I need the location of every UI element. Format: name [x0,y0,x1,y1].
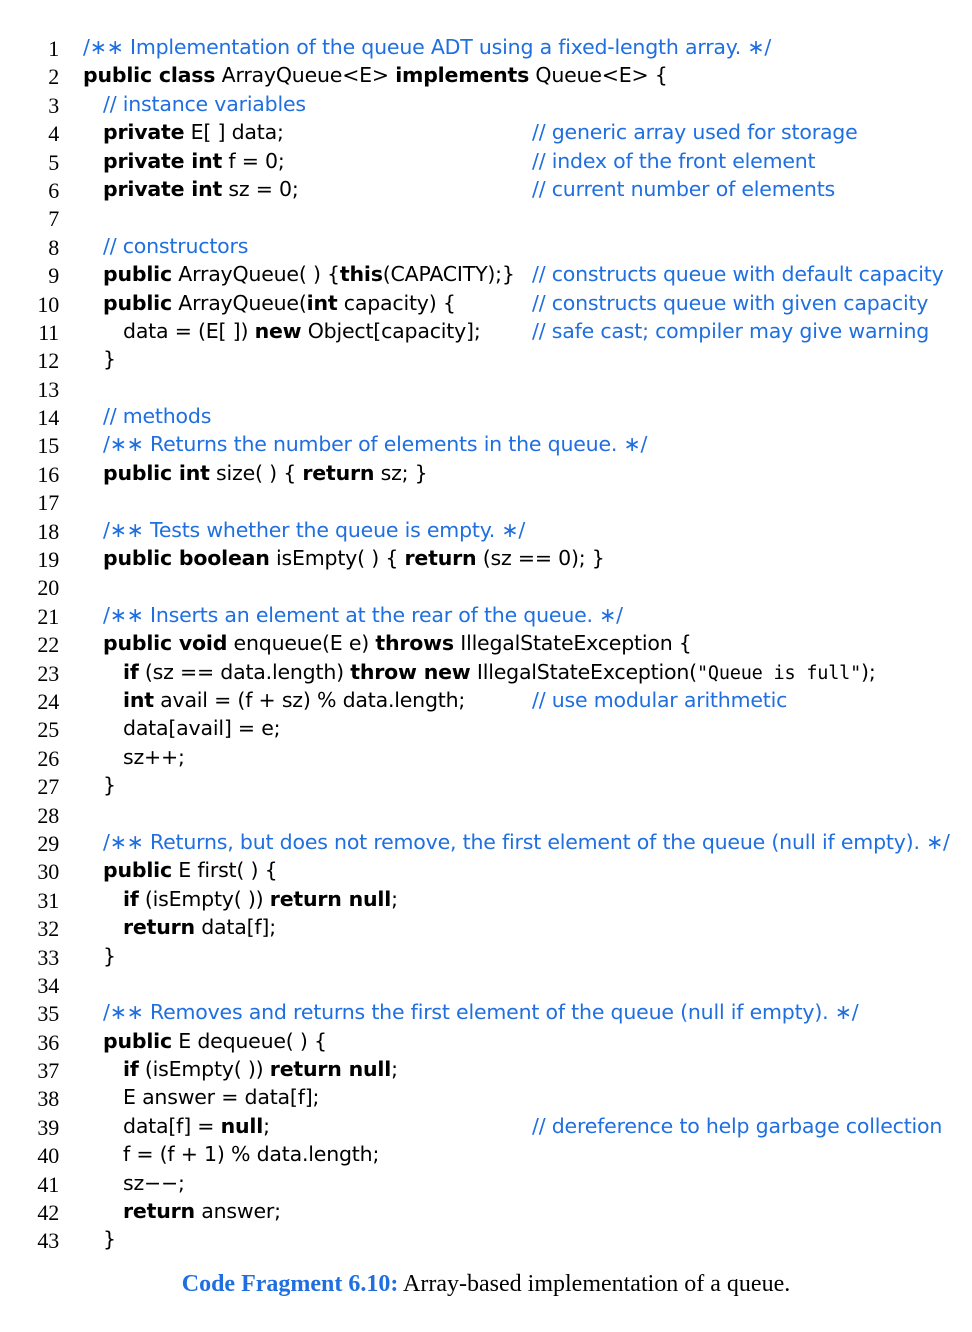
keyword: new [254,318,302,343]
code-text [103,177,299,201]
code-text [123,1057,398,1081]
trailing-comment: // generic array used for storage [532,120,858,145]
line-number: 20 [37,575,59,601]
keyword: public class [83,63,216,88]
code-line-29 [0,828,972,856]
code-line-9 [0,260,972,288]
code-token: IllegalStateException( [470,659,697,684]
code-token: ArrayQueue( [171,290,307,315]
closing-brace: } [103,773,116,798]
trailing-comment: // constructs queue with given capacity [532,290,929,315]
code-line-38 [0,1083,972,1111]
javadoc-comment: /∗∗ Removes and returns the first element of the queue (null if empty). ∗/ [103,1000,859,1025]
figure-caption [0,1271,972,1298]
inline-comment: // instance variables [103,91,306,116]
keyword: public int [103,460,210,485]
code-line-26 [0,743,972,771]
line-number: 40 [37,1143,59,1169]
code-token: (sz == data.length) [138,659,351,684]
line-number: 9 [48,263,59,289]
code-line-18 [0,516,972,544]
code-text: f = (f + 1) % data.length; [123,1142,380,1167]
code-line-39 [0,1112,972,1140]
line-number: 7 [48,206,59,232]
javadoc-comment: /∗∗ Returns, but does not remove, the first element of the queue (null if empty). ∗/ [103,829,950,854]
line-number: 15 [37,433,59,459]
line-number: 22 [37,632,59,658]
code-token: ; [391,1057,398,1082]
javadoc-comment: /∗∗ Inserts an element at the rear of the queue. ∗/ [103,602,623,627]
line-number: 28 [37,802,59,828]
keyword: public [103,290,172,315]
line-number: 24 [37,688,59,714]
code-text [103,631,692,655]
code-token: data[f] = [123,1113,221,1138]
code-token: (sz == 0); } [476,546,605,571]
line-number: 38 [37,1086,59,1112]
line-number: 4 [48,121,59,147]
line-number: 29 [37,830,59,856]
line-number: 21 [37,603,59,629]
code-line-10 [0,289,972,317]
line-number: 39 [37,1114,59,1140]
code-line-3 [0,90,972,118]
keyword: if [123,659,139,684]
code-token: enqueue(E e) [227,631,376,656]
line-number: 10 [37,291,59,317]
trailing-comment: // dereference to help garbage collection [532,1113,943,1138]
code-token: ArrayQueue<E> [215,63,396,88]
code-line-30 [0,856,972,884]
javadoc-comment: /∗∗ Returns the number of elements in the queue. ∗/ [103,432,648,457]
line-number: 30 [37,859,59,885]
line-number: 8 [48,234,59,260]
code-text [123,319,481,343]
code-line-13 [0,374,972,402]
keyword: int [123,687,154,712]
line-number: 36 [37,1029,59,1055]
code-token: capacity) { [337,290,456,315]
keyword: private int [103,176,223,201]
code-token: size( ) { [209,460,303,485]
line-number: 3 [48,92,59,118]
code-token: IllegalStateException { [453,631,692,656]
code-text [123,915,276,939]
code-text [103,1029,327,1053]
code-line-25 [0,714,972,742]
line-number: 27 [37,774,59,800]
line-number: 12 [37,348,59,374]
code-line-19 [0,544,972,572]
keyword: null [220,1113,264,1138]
keyword: return null [269,1057,392,1082]
code-line-16 [0,459,972,487]
code-line-17 [0,487,972,515]
keyword: public [103,1028,172,1053]
code-line-6 [0,175,972,203]
code-text: sz−−; [123,1170,185,1195]
keyword: public [103,858,172,883]
keyword: return null [269,886,392,911]
code-line-34 [0,970,972,998]
keyword: return [404,546,477,571]
code-token: ); [861,659,876,684]
trailing-comment: // index of the front element [532,148,816,173]
keyword: public void [103,631,228,656]
code-line-8 [0,232,972,260]
code-text [103,461,428,485]
code-text [103,291,456,315]
line-number: 5 [48,149,59,175]
code-line-15 [0,430,972,458]
line-number: 34 [37,972,59,998]
code-token: ; [263,1113,270,1138]
line-number: 26 [37,745,59,771]
code-text [103,120,284,144]
line-number: 14 [37,405,59,431]
code-listing [0,33,972,1254]
code-line-14 [0,402,972,430]
line-number: 43 [37,1228,59,1254]
code-token: (CAPACITY);} [382,262,515,287]
code-line-37 [0,1055,972,1083]
code-line-33 [0,942,972,970]
keyword: if [123,886,139,911]
code-text [123,1199,281,1223]
keyword: private int [103,148,223,173]
code-line-40 [0,1140,972,1168]
code-text [103,546,605,570]
code-line-32 [0,913,972,941]
inline-comment: // methods [103,404,212,429]
line-number: 17 [37,490,59,516]
code-token: sz; } [374,460,428,485]
line-number: 6 [48,177,59,203]
trailing-comment: // current number of elements [532,176,836,201]
keyword: if [123,1057,139,1082]
code-text [103,858,277,882]
code-line-22 [0,629,972,657]
code-line-2 [0,61,972,89]
code-line-20 [0,572,972,600]
code-line-43 [0,1225,972,1253]
code-line-7 [0,203,972,231]
code-token: ; [391,886,398,911]
closing-brace: } [103,347,116,372]
line-number: 13 [37,376,59,402]
inline-comment: // constructors [103,233,249,258]
code-line-42 [0,1197,972,1225]
line-number: 35 [37,1001,59,1027]
closing-brace: } [103,943,116,968]
code-token: Object[capacity]; [301,318,481,343]
keyword: this [339,262,383,287]
line-number: 32 [37,916,59,942]
code-token: data = (E[ ]) [123,318,255,343]
keyword: throws [375,631,454,656]
code-text [123,1114,270,1138]
line-number: 31 [37,887,59,913]
line-number: 23 [37,660,59,686]
caption-label: Code Fragment 6.10: [181,1271,399,1297]
code-token: E first( ) { [171,858,278,883]
line-number: 16 [37,461,59,487]
code-token: data[f]; [194,915,276,940]
code-text: E answer = data[f]; [123,1085,320,1110]
javadoc-comment: /∗∗ Implementation of the queue ADT using a fixed-length array. ∗/ [83,35,772,59]
keyword: return [123,1199,195,1224]
code-line-11 [0,317,972,345]
keyword: private [103,120,185,145]
keyword: throw new [350,659,471,684]
trailing-comment: // constructs queue with default capacity [532,262,944,287]
code-text [83,63,668,87]
code-text [123,887,398,911]
line-number: 1 [48,36,59,61]
line-number: 33 [37,944,59,970]
trailing-comment: // use modular arithmetic [532,687,788,712]
line-number: 11 [38,319,59,345]
code-line-21 [0,601,972,629]
string-literal: "Queue is full" [696,662,862,684]
code-token: avail = (f + sz) % data.length; [153,687,466,712]
code-text [103,149,285,173]
code-line-35 [0,998,972,1026]
code-line-27 [0,771,972,799]
code-text: sz++; [123,744,185,769]
trailing-comment: // safe cast; compiler may give warning [532,318,930,343]
code-text: data[avail] = e; [123,716,281,741]
keyword: return [123,915,195,940]
line-number: 25 [37,717,59,743]
line-number: 18 [37,518,59,544]
keyword: public boolean [103,546,270,571]
line-number: 2 [48,64,59,90]
keyword: public [103,262,172,287]
keyword: implements [395,63,530,88]
code-line-1 [0,33,972,61]
code-token: answer; [194,1199,281,1224]
line-number: 37 [37,1058,59,1084]
code-token: E dequeue( ) { [171,1028,327,1053]
code-token: (isEmpty( )) [138,886,270,911]
code-token: sz = 0; [222,176,299,201]
code-token: f = 0; [222,148,285,173]
code-line-31 [0,885,972,913]
line-number: 42 [37,1200,59,1226]
code-line-12 [0,345,972,373]
code-line-23 [0,658,972,686]
code-text [123,688,465,712]
code-token: Queue<E> { [529,63,668,88]
code-line-24 [0,686,972,714]
javadoc-comment: /∗∗ Tests whether the queue is empty. ∗/ [103,517,526,542]
code-line-41 [0,1169,972,1197]
code-token: ArrayQueue( ) { [171,262,340,287]
code-token: (isEmpty( )) [138,1057,270,1082]
code-line-28 [0,800,972,828]
keyword: int [306,290,338,315]
code-text [103,262,515,286]
line-number: 19 [37,547,59,573]
code-line-4 [0,118,972,146]
code-line-5 [0,147,972,175]
line-number: 41 [37,1171,59,1197]
closing-brace: } [103,1227,116,1252]
code-token: isEmpty( ) { [269,546,405,571]
code-text [123,660,876,684]
code-line-36 [0,1027,972,1055]
caption-text: Array-based implementation of a queue. [398,1271,791,1297]
keyword: return [302,460,375,485]
code-token: E[ ] data; [184,120,284,145]
